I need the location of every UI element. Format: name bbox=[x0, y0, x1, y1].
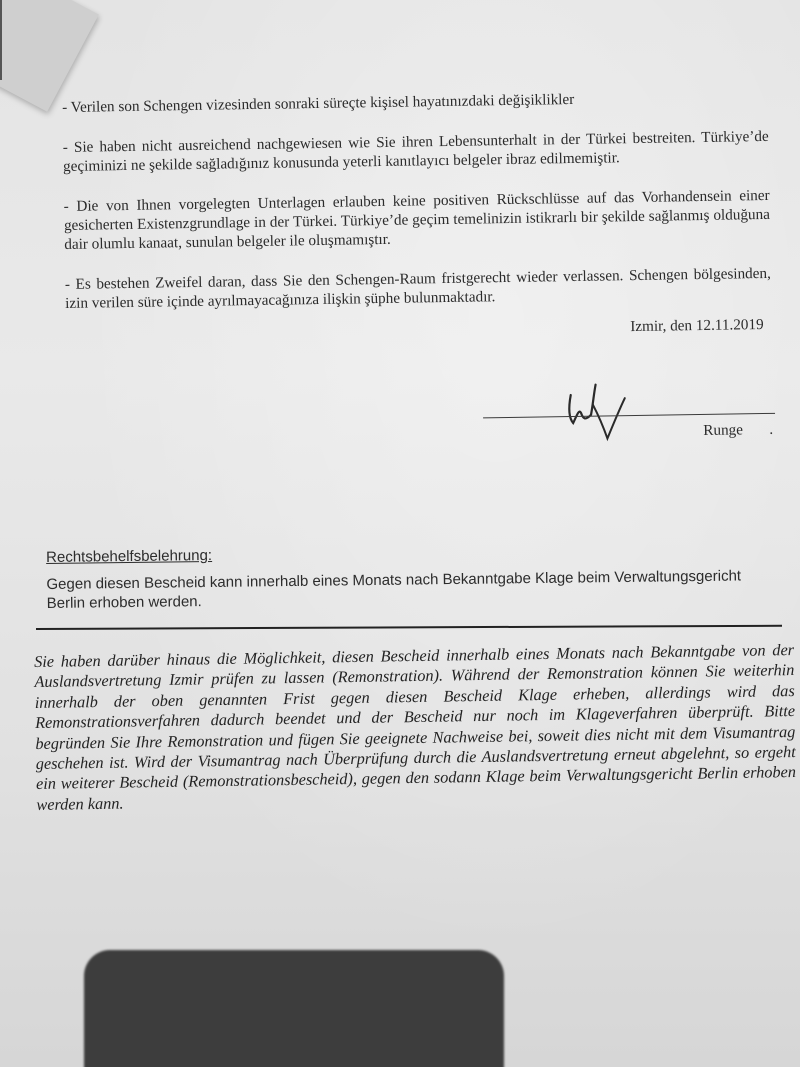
handwritten-signature bbox=[562, 364, 663, 446]
legal-text: Gegen diesen Bescheid kann innerhalb eines Monats nach Bekanntgabe Klage beim Verwaltungsgericht Berlin erhoben werden. bbox=[46, 567, 742, 612]
phone-shadow bbox=[84, 950, 504, 1067]
reason-paragraph: - Verilen son Schengen vizesinden sonraki süreçte kişisel hayatınızdaki değişiklikler bbox=[62, 90, 575, 116]
signature-block bbox=[66, 334, 774, 465]
remonstration-paragraph: Sie haben darüber hinaus die Möglichkeit, diesen Bescheid innerhalb eines Monats nach Bekanntgabe von der Auslandsvertretung Izmir prüfen zu lassen (Remonstration). Während der Remonstration können Sie weiterhin innerhalb der oben genannten Frist gegen diesen Bescheid Klage erheben, allerdings wird das Remonstrationsverfahren dadurch beendet und der Bescheid nur noch im Klageverfahren überprüft. Bitte begründen Sie Ihre Remonstration und fügen Sie geeignete Nachweise bei, soweit dies nicht mit dem Visumantrag geschehen ist. Wird der Visumantrag nach Überprüfung durch die Auslandsvertretung erneut abgelehnt, so ergeht ein weiterer Bescheid (Remonstrationsbescheid), gegen den sodann Klage beim Verwaltungsgericht Berlin erhoben werden kann. bbox=[34, 640, 797, 814]
signer-name: Runge bbox=[703, 421, 744, 439]
signer-dot: . bbox=[769, 420, 774, 438]
page-edge bbox=[0, 0, 2, 80]
place-date: Izmir, den 12.11.2019 bbox=[630, 316, 764, 336]
reason-paragraph: - Sie haben nicht ausreichend nachgewiesen wie Sie ihren Lebensunterhalt in der Türkei bestreiten. Türkiye’de geçiminizi ne şekilde sağladığınız konusunda yeterli kanıtlayıcı belgeler ibraz edilmemiştir. bbox=[62, 127, 769, 175]
legal-heading: Rechtsbehelfsbelehrung: bbox=[46, 546, 213, 566]
legal-remedy-section bbox=[46, 539, 783, 613]
section-divider bbox=[36, 625, 782, 630]
folded-corner bbox=[0, 0, 99, 112]
reason-paragraph: - Die von Ihnen vorgelegten Unterlagen erlauben keine positiven Rückschlüsse auf das Vorhandensein einer gesicherten Existenzgrundlage in der Türkei. Türkiye’de geçim temelinizin istikrarlı bir şekilde sağlanmış olduğuna dair olumlu kanaat, sunulan belgeler ile oluşmamıştır. bbox=[63, 186, 771, 253]
reasons-section bbox=[62, 87, 774, 465]
reason-paragraph: - Es bestehen Zweifel daran, dass Sie den Schengen-Raum fristgerecht wieder verlassen. Schengen bölgesinden, izin verilen süre içinde ayrılmayacağınıza ilişkin şüphe bulunmaktadır. bbox=[64, 264, 771, 312]
